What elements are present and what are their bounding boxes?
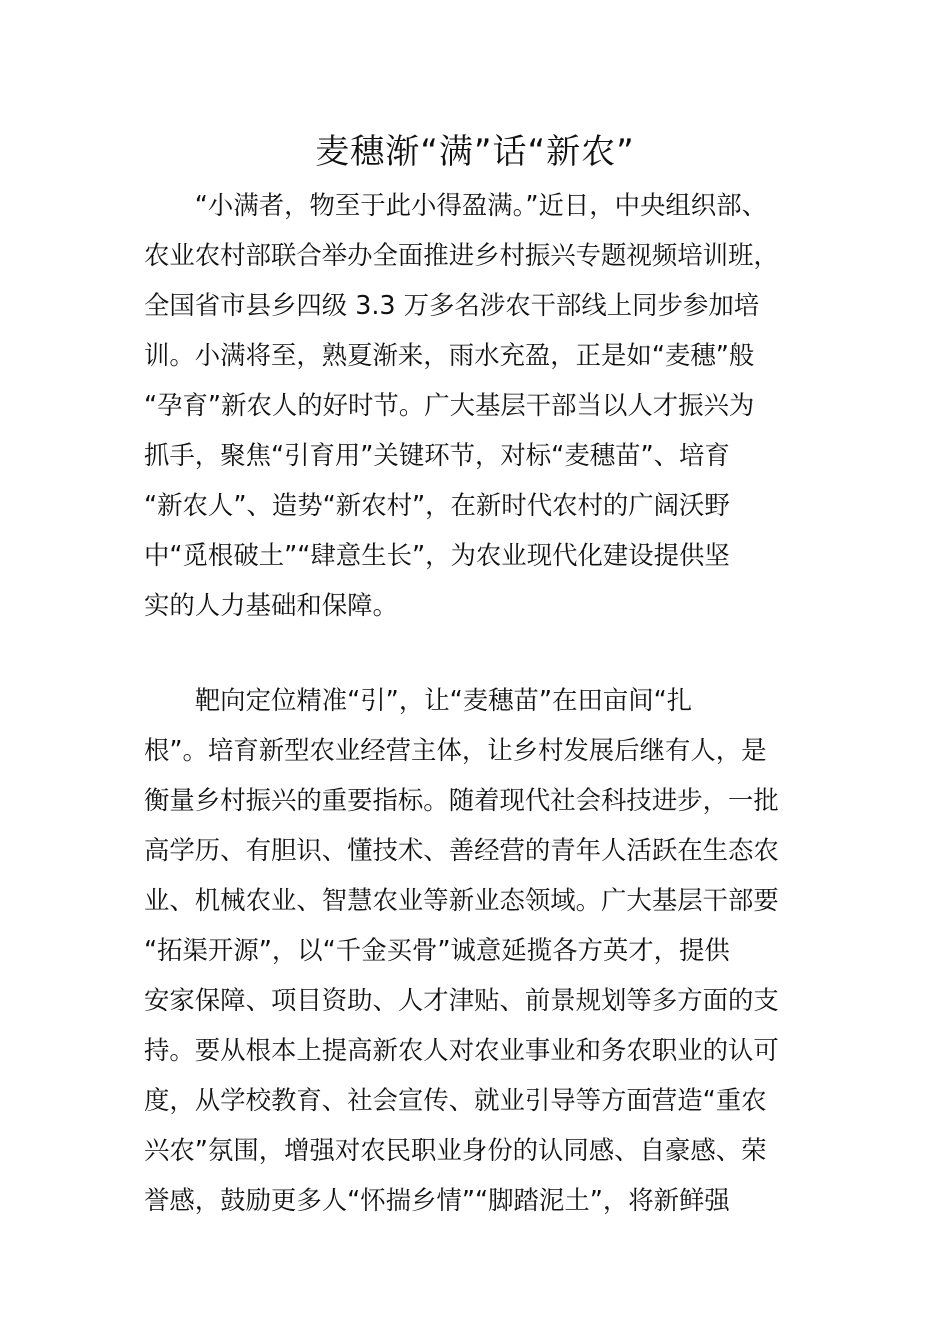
text-line: 持。要从根本上提高新农人对农业事业和务农职业的认可 (144, 1035, 779, 1065)
text-line: 衡量乡村振兴的重要指标。随着现代社会科技进步，一批 (144, 785, 779, 815)
text-line: “孕育”新农人的好时节。广大基层干部当以人才振兴为 (144, 390, 755, 420)
text-line: 兴农”氛围，增强对农民职业身份的认同感、自豪感、荣 (144, 1135, 767, 1165)
text-line: 高学历、有胆识、懂技术、善经营的青年人活跃在生态农 (144, 835, 779, 865)
text-line: 中“觅根破土”“肆意生长”，为农业现代化建设提供坚 (144, 540, 730, 570)
text-line: 安家保障、项目资助、人才津贴、前景规划等多方面的支 (144, 985, 779, 1015)
text-line: 抓手，聚焦“引育用”关键环节，对标“麦穗苗”、培育 (144, 440, 730, 470)
paragraph (144, 180, 806, 630)
paragraph (144, 675, 806, 1225)
text-line: 实的人力基础和保障。 (144, 590, 398, 620)
text-line: “小满者，物至于此小得盈满。”近日，中央组织部、 (144, 190, 767, 220)
text-line: 农业农村部联合举办全面推进乡村振兴专题视频培训班， (144, 240, 779, 270)
text-line: 根”。培育新型农业经营主体，让乡村发展后继有人，是 (144, 735, 767, 765)
text-line: 全国省市县乡四级 3.3 万多名涉农干部线上同步参加培 (144, 290, 760, 320)
text-line: 靶向定位精准“引”，让“麦穗苗”在田亩间“扎 (144, 685, 693, 715)
text-line: 度，从学校教育、社会宣传、就业引导等方面营造“重农 (144, 1085, 767, 1115)
text-line: 誉感，鼓励更多人“怀揣乡情”“脚踏泥土”，将新鲜强 (144, 1185, 730, 1215)
text-line: 业、机械农业、智慧农业等新业态领域。广大基层干部要 (144, 885, 779, 915)
text-line: 训。小满将至，熟夏渐来，雨水充盈，正是如“麦穗”般 (144, 340, 755, 370)
text-line: “拓渠开源”，以“千金买骨”诚意延揽各方英才，提供 (144, 935, 730, 965)
document-title: 麦穗渐“满”话“新农” (315, 132, 635, 172)
text-line: “新农人”、造势“新农村”，在新时代农村的广阔沃野 (144, 490, 730, 520)
